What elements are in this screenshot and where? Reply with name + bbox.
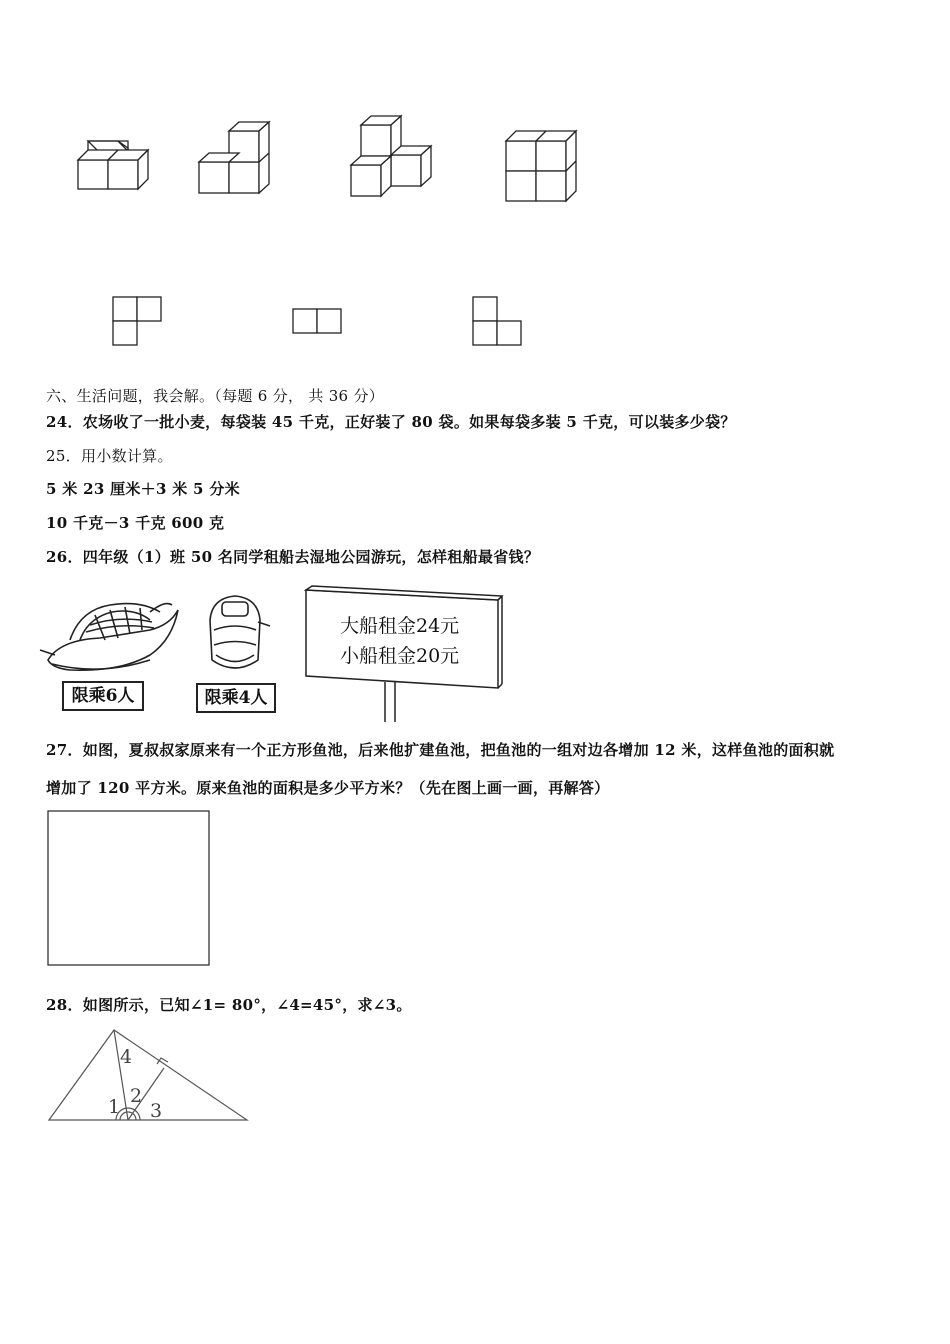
question-27-line-2: 增加了 120 平方米。原来鱼池的面积是多少平方米？（先在图上画一画，再解答） [46, 779, 610, 797]
question-25-item-1: 5 米 23 厘米＋3 米 5 分米 [46, 480, 240, 498]
section-heading: 六、生活问题，我会解。（每题 6 分， 共 36 分） [46, 387, 385, 405]
question-25: 25．用小数计算。 [46, 447, 173, 465]
question-25-item-2: 10 千克－3 千克 600 克 [46, 514, 225, 532]
question-28: 28．如图所示，已知∠1= 80°，∠4=45°，求∠3。 [46, 996, 412, 1014]
sign-small-boat-price: 小船租金20元 [340, 645, 460, 667]
question-24: 24．农场收了一批小麦，每袋装 45 千克，正好装了 80 袋。如果每袋多装 5 千克，可以装多少袋？ [46, 413, 736, 431]
sign-big-boat-price: 大船租金24元 [340, 615, 460, 637]
angle-label-3: 3 [150, 1100, 163, 1122]
angle-label-1: 1 [108, 1096, 121, 1118]
big-boat-label: 限乘6人 [62, 681, 144, 711]
angle-label-2: 2 [130, 1085, 143, 1107]
question-26: 26．四年级（1）班 50 名同学租船去湿地公园游玩，怎样租船最省钱？ [46, 548, 540, 566]
question-27-line-1: 27．如图，夏叔叔家原来有一个正方形鱼池，后来他扩建鱼池，把鱼池的一组对边各增加 12 米，这样鱼池的面积就 [46, 741, 835, 759]
angle-label-4: 4 [120, 1046, 133, 1068]
small-boat-label: 限乘4人 [196, 683, 276, 713]
